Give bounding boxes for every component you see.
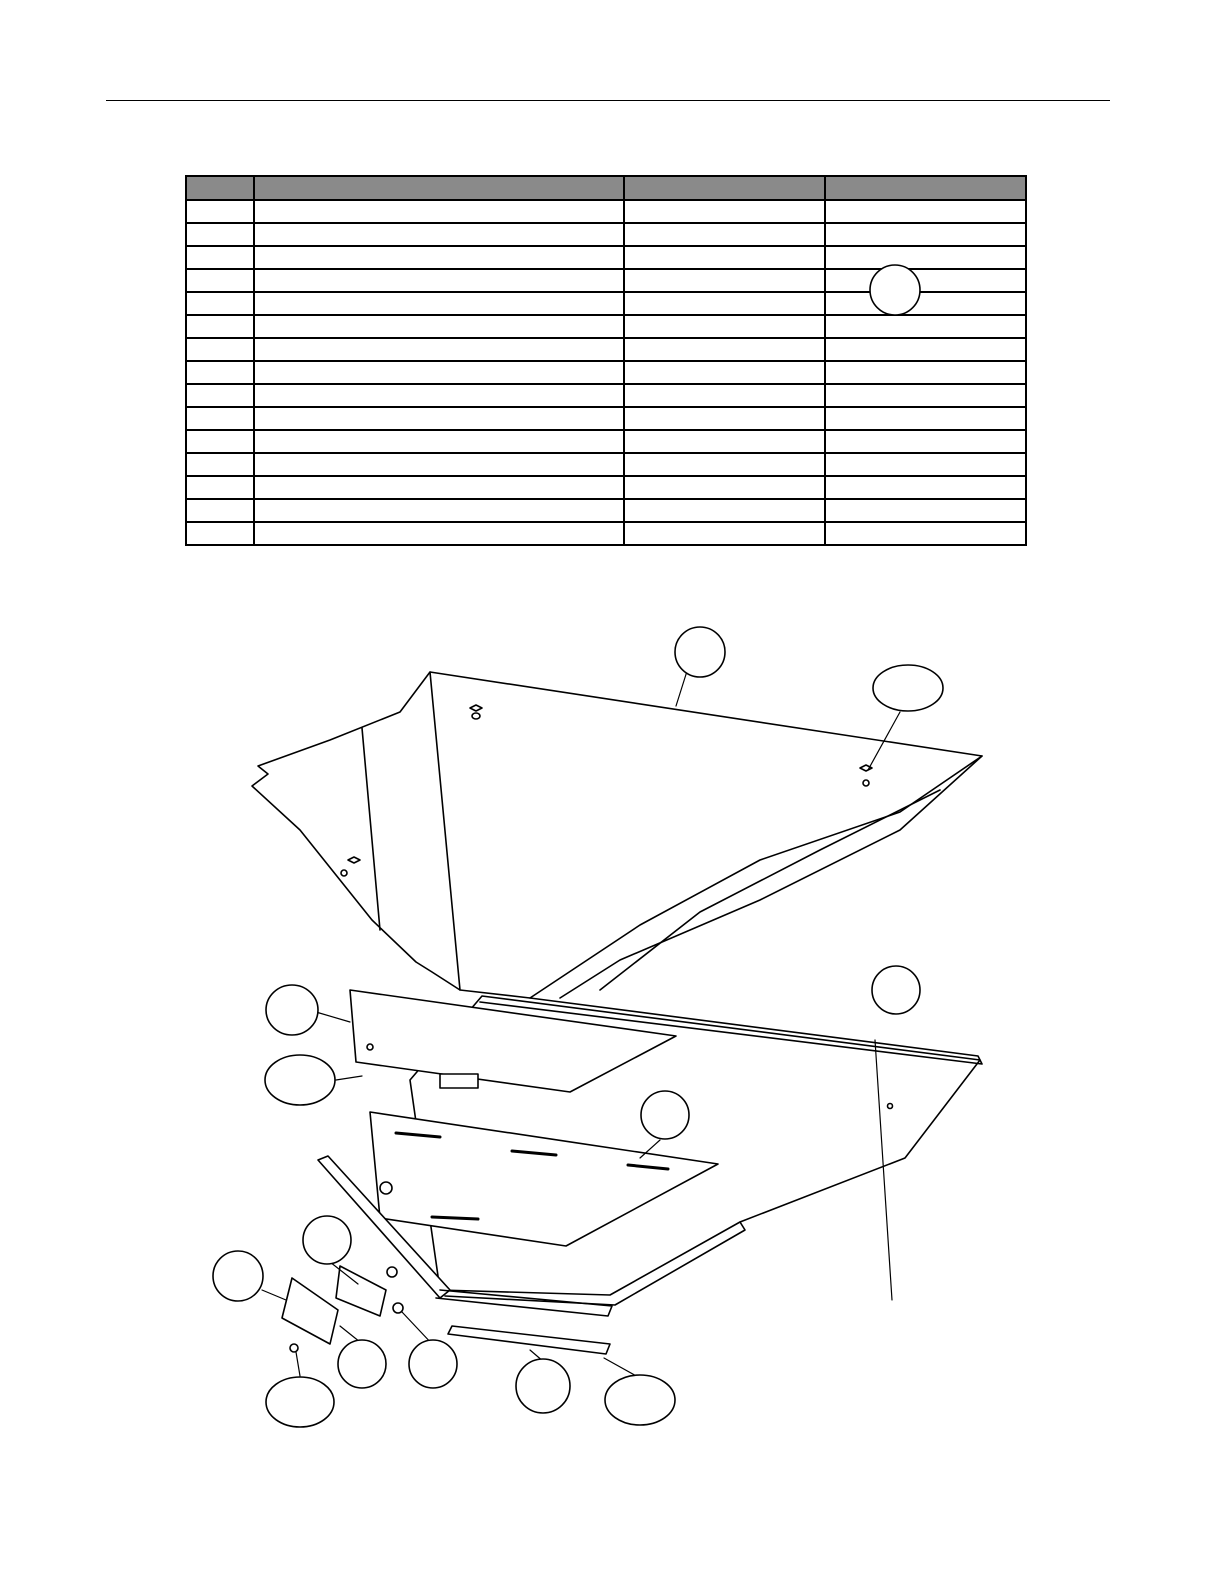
callout-lower-hopper-real: [872, 966, 920, 1014]
callout-strip-bolt: [605, 1375, 675, 1425]
callout-bracket-left: [213, 1251, 263, 1301]
callout-washer-left: [338, 1340, 386, 1388]
brackets: [282, 1266, 403, 1352]
callout-top-plate: [266, 985, 318, 1035]
callout-nut-right: [409, 1340, 457, 1388]
callout-nut: [265, 1055, 335, 1105]
bottom-strip: [448, 1326, 610, 1354]
callout-bracket-upper: [303, 1216, 351, 1264]
callout-mid-plate: [641, 1091, 689, 1139]
hopper-upper: [252, 672, 982, 998]
callout-side-panel: [870, 265, 920, 315]
callout-hopper-bolt: [873, 665, 943, 711]
callout-hopper: [675, 627, 725, 677]
callout-washer-lower: [266, 1377, 334, 1427]
callout-bottom-strip: [516, 1359, 570, 1413]
